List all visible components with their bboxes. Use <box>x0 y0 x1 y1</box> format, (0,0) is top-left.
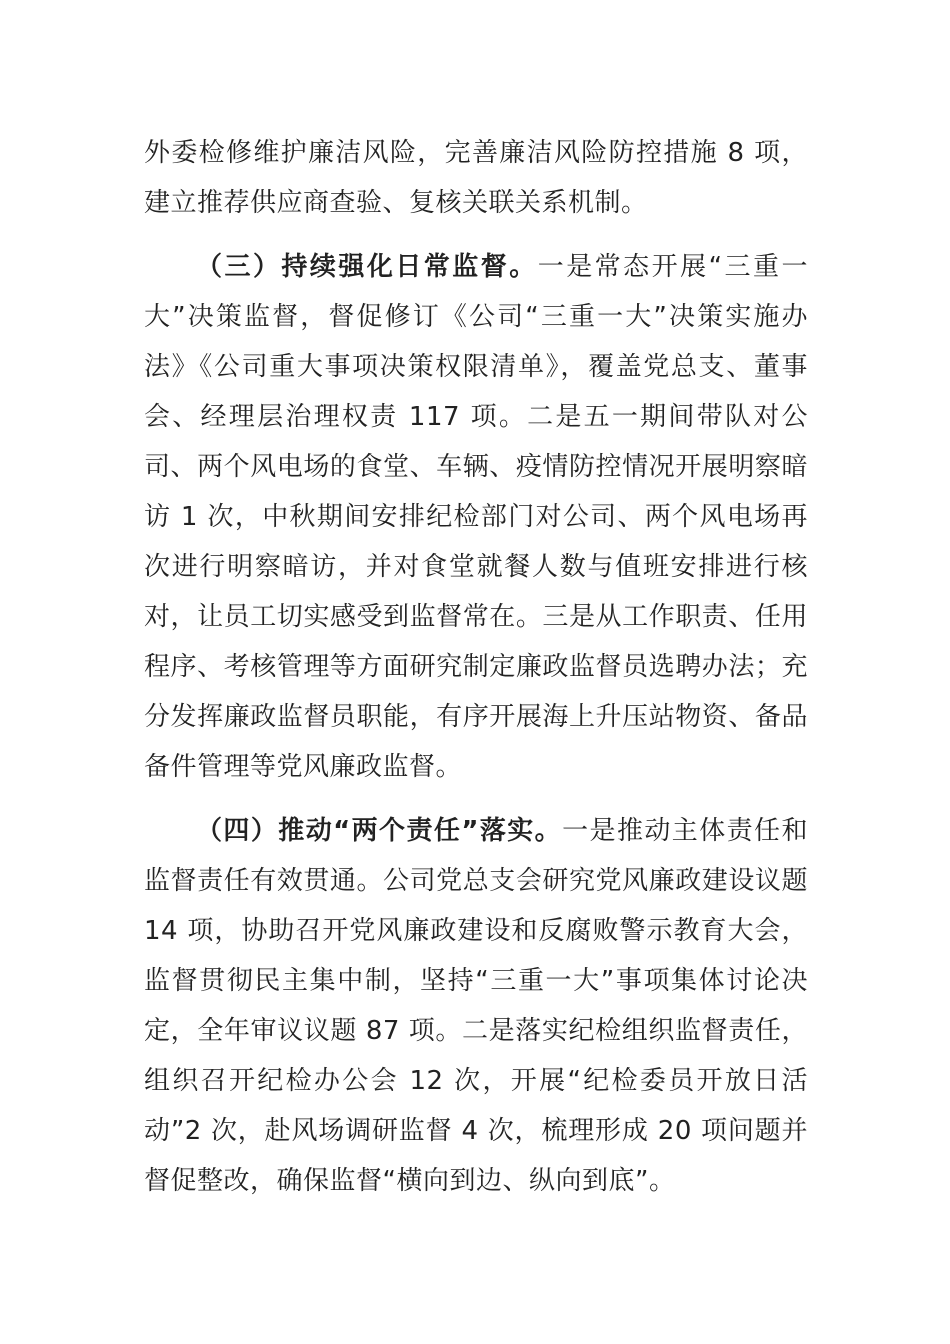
document-page <box>144 128 808 1206</box>
section-heading: （四）推动“两个责任”落实。 <box>196 816 563 846</box>
paragraph-section-3 <box>144 242 808 792</box>
paragraph-continuation <box>144 128 808 228</box>
section-heading: （三）持续强化日常监督。 <box>196 252 538 282</box>
paragraph-body: 一是推动主体责任和监督责任有效贯通。公司党总支会研究党风廉政建设议题 14 项，协助召开党风廉政建设和反腐败警示教育大会，监督贯彻民主集中制，坚持“三重一大”事项集体讨论决定，全年审议议题 87 项。二是落实纪检组织监督责任，组织召开纪检办公会 12 次，开展“纪检委员开放日活动”2 次，赴风场调研监督 4 次，梳理形成 20 项问题并督促整改，确保监督“横向到边、纵向到底”。 <box>144 816 808 1196</box>
paragraph-body: 外委检修维护廉洁风险，完善廉洁风险防控措施 8 项，建立推荐供应商查验、复核关联关系机制。 <box>144 138 808 218</box>
paragraph-body: 一是常态开展“三重一大”决策监督，督促修订《公司“三重一大”决策实施办法》《公司重大事项决策权限清单》，覆盖党总支、董事会、经理层治理权责 117 项。二是五一期间带队对公司、两个风电场的食堂、车辆、疫情防控情况开展明察暗访 1 次，中秋期间安排纪检部门对公司、两个风电场再次进行明察暗访，并对食堂就餐人数与值班安排进行核对，让员工切实感受到监督常在。三是从工作职责、任用程序、考核管理等方面研究制定廉政监督员选聘办法；充分发挥廉政监督员职能，有序开展海上升压站物资、备品备件管理等党风廉政监督。 <box>144 252 808 782</box>
paragraph-section-4 <box>144 806 808 1206</box>
